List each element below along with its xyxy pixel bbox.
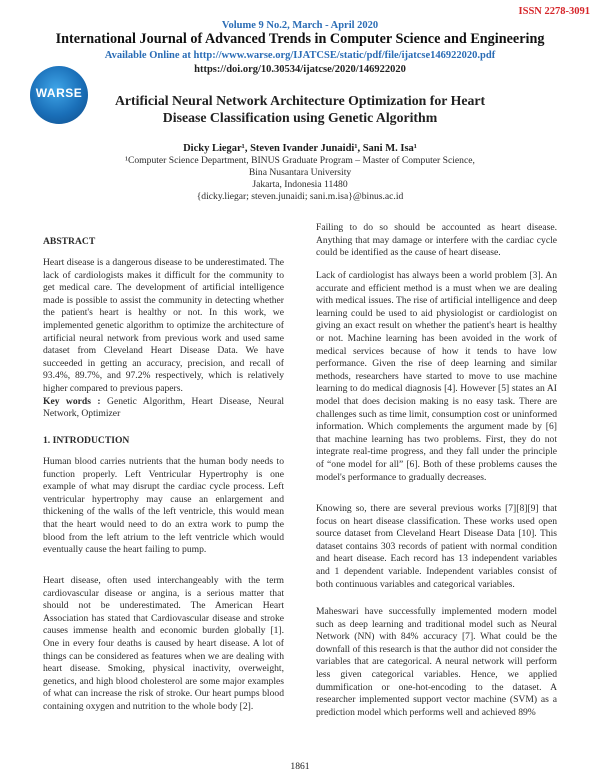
right-paragraph-1: Failing to do so should be accounted as heart disease. Anything that may damage or interfere with the cardiac cycle could be identified as the cause of heart disease. [316,222,557,259]
abstract-heading-block [43,236,284,249]
right-paragraph-4-block [316,606,557,719]
abstract-section [43,257,284,421]
right-paragraph-3-block [316,503,557,591]
doi-link[interactable]: https://doi.org/10.30534/ijatcse/2020/146922020 [194,64,406,75]
introduction-heading: 1. INTRODUCTION [43,435,130,446]
introduction-heading-block [43,435,284,448]
availability-link[interactable]: Available Online at http://www.warse.org/IJATCSE/static/pdf/file/ijatcse146922020.pdf [104,50,496,61]
affiliation-department: ¹Computer Science Department, BINUS Graduate Program – Master of Computer Science, [125,155,475,166]
paper-title: Artificial Neural Network Architecture Optimization for Heart Disease Classification using Genetic Algorithm [114,93,486,125]
abstract-heading: ABSTRACT [43,236,96,247]
right-paragraph-4: Maheswari have successfully implemented modern model such as deep learning and traditional model such as Neural Network (NN) with 84% accuracy [7]. What could be the downfall of this research is that the author did not consider the variables that are categorical. A neural network will perform less given categorical variables. Hence, we applied dummification or one-hot-encoding to the dataset. A researcher implemented support vector machine (SVM) as a prediction model which performs well and achieved 89% [316,606,557,718]
abstract-body: Heart disease is a dangerous disease to be underestimated. The lack of cardiologists makes it difficult for the community to get medical care. The development of artificial intelligence made is possible to assist the community in detecting whether the patient's heart is healthy or not. In this work, we implemented genetic algorithm to optimize the architecture of artificial neural network from previous work and used same dataset from Cleveland Heart Disease Data. We have succeeded in getting an accuracy, precision, and recall of 93.4%, 89.7%, and 97.2% respectively, which is relatively higher compared to previous papers. [43,257,284,394]
page-number: 1861 [290,761,310,772]
keywords: Genetic Algorithm, Heart Disease, Neural Network, Optimizer [43,395,285,420]
affiliation-emails: {dicky.liegar; steven.junaidi; sani.m.isa}@binus.ac.id [196,191,404,202]
issn: ISSN 2278-3091 [518,6,590,17]
intro-paragraph-1-block [43,456,284,557]
volume-issue: Volume 9 No.2, March - April 2020 [221,20,379,31]
right-paragraph-3: Knowing so, there are several previous works [7][8][9] that focus on heart disease classification. These works used open source dataset from Cleveland Heart Disease Data [10]. This dataset contains 303 records of patient with normal condition and heart disease. Each record has 13 independent variables and 1 dependent variable. Independent variables consist of both continuous variables and categorical variables. [316,503,557,590]
affiliation-university: Bina Nusantara University [248,167,352,178]
intro-paragraph-1: Human blood carries nutrients that the human body needs to function properly. Left Ventricular Hypertrophy is one example of what may disrupt the cardiac cycle process. Left ventricular hypertrophy may cause an enlargement and thickening of the walls of the left ventricle, this would mean that the heart would need to do an extra work to pump the blood from the left atrium to the left ventricle which would eventually cause the heart failing to pump. [43,456,284,556]
right-paragraph-2: Lack of cardiologist has always been a world problem [3]. An accurate and efficient method is a must when we are dealing with medical issues. The rise of artificial intelligence and deep learning could be used to aid physiologist or cardiologist on giving an exact result on whether the patient's heart is healthy or not. Machine learning has been avoided in the work of medical services because of how it tends to have low performance. Given the rise of deep learning and similar methods, researchers have started to move to use machine learning to do medical diagnosis [4]. However [5] states an AI model that does decision making is no easy task. There are challenges such as time limit, consumption cost or uninformed information. Which complements the argument made by [6] that machine learning has two problems. First, they do not integrate real-time progress, and they fall under the principle of “one model for all” [6]. Both of these problems causes the model's performance to gradually decreases. [316,270,557,483]
logo-text: WARSE [35,86,83,100]
warse-logo [30,66,88,124]
affiliation-city: Jakarta, Indonesia 11480 [252,179,348,190]
right-paragraph-2-block [316,270,557,484]
right-paragraph-1-block [316,222,557,260]
author-list: Dicky Liegar¹, Steven Ivander Junaidi¹, Sani M. Isa¹ [183,143,417,154]
keywords-label: Key words : [43,395,101,407]
intro-paragraph-2-block [43,575,284,714]
journal-title: International Journal of Advanced Trends in Computer Science and Engineering [55,31,545,47]
intro-paragraph-2: Heart disease, often used interchangeably with the term cardiovascular disease or angina, is a serious matter that should not be underestimated. The American Heart Association has stated that Cardiovascular disease and stroke causes immense health and economic burden globally [1]. One in every four deaths is caused by heart disease. A lot of things can be considered as features when we are dealing with heart disease. Smoking, physical inactivity, overweight, genetics, and high blood cholesterol are some major examples of what can increase the risk of stroke. Our heart pumps blood containing oxygen and nutrition to the whole body [2]. [43,575,284,712]
